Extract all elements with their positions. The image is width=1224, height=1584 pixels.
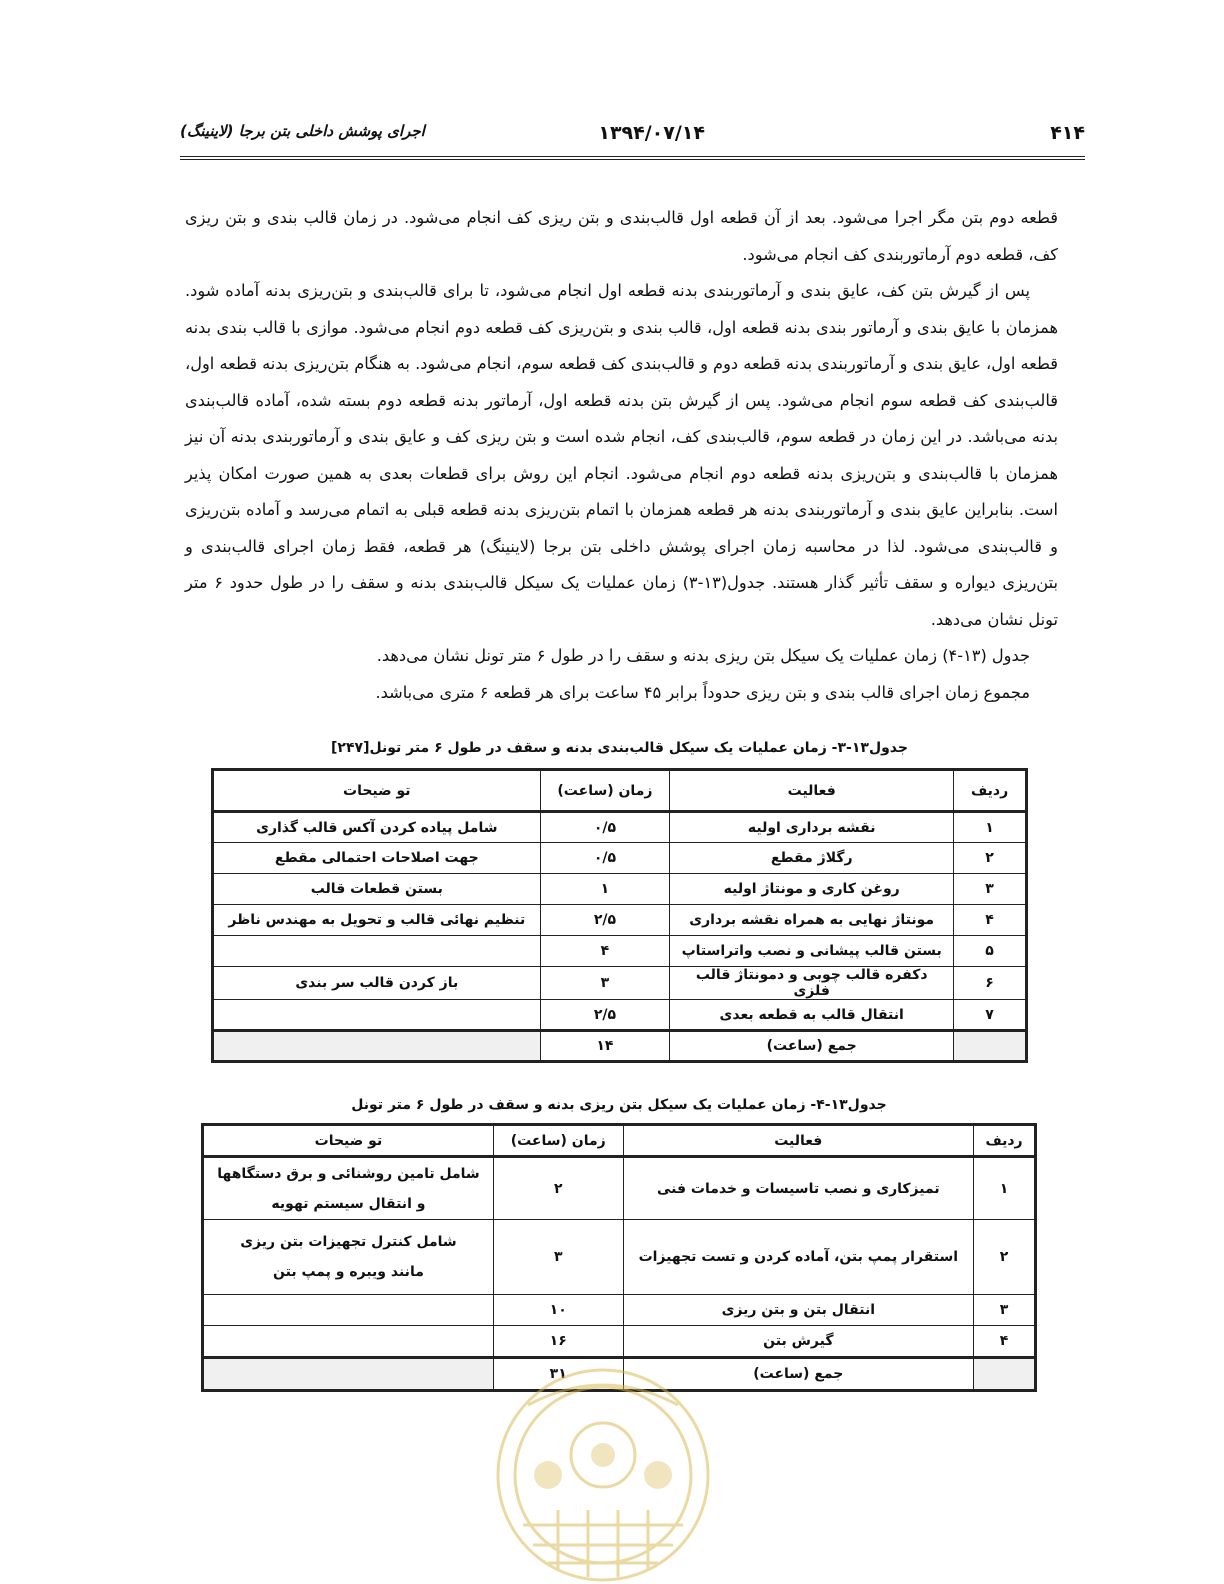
cell-notes xyxy=(203,1220,494,1295)
total-label: جمع (ساعت) xyxy=(623,1358,974,1391)
table-row xyxy=(203,1157,1036,1220)
cell-empty xyxy=(974,1358,1036,1391)
cell-notes xyxy=(213,936,541,967)
cell-time: ۲/۵ xyxy=(540,1000,670,1031)
cell-row: ۲ xyxy=(954,843,1027,874)
col-header-row: ردیف xyxy=(954,770,1027,812)
cell-activity: انتقال قالب به قطعه بعدی xyxy=(670,1000,954,1031)
col-header-notes: تو ضیحات xyxy=(203,1125,494,1157)
cell-activity: رگلاژ مقطع xyxy=(670,843,954,874)
cell-row: ۴ xyxy=(974,1326,1036,1358)
cell-activity: بستن قالب پیشانی و نصب واتراستاپ xyxy=(670,936,954,967)
notes-line-1: شامل کنترل تجهیزات بتن ریزی xyxy=(240,1234,457,1250)
cell-empty xyxy=(213,1031,541,1062)
cell-row: ۴ xyxy=(954,905,1027,936)
table-row xyxy=(213,1000,1027,1031)
cell-notes: جهت اصلاحات احتمالی مقطع xyxy=(213,843,541,874)
table2-caption: جدول۱۳-۴- زمان عملیات یک سیکل بتن ریزی بدنه و سقف در طول ۶ متر تونل xyxy=(351,1097,887,1113)
cell-activity: تمیزکاری و نصب تاسیسات و خدمات فنی xyxy=(623,1157,974,1220)
cell-notes: شامل پیاده کردن آکس قالب گذاری xyxy=(213,812,541,843)
cell-time: ۴ xyxy=(540,936,670,967)
table-row xyxy=(213,967,1027,1000)
cell-time: ۱۰ xyxy=(493,1295,623,1326)
table-row xyxy=(213,874,1027,905)
cell-time: ۲ xyxy=(493,1157,623,1220)
table-row xyxy=(213,843,1027,874)
cell-row: ۱ xyxy=(954,812,1027,843)
body-text xyxy=(185,200,1058,711)
cell-activity: انتقال بتن و بتن ریزی xyxy=(623,1295,974,1326)
cell-activity: نقشه برداری اولیه xyxy=(670,812,954,843)
cell-notes xyxy=(203,1157,494,1220)
table-row xyxy=(213,812,1027,843)
cell-time: ۱۶ xyxy=(493,1326,623,1358)
cell-row: ۲ xyxy=(974,1220,1036,1295)
table-row xyxy=(203,1220,1036,1295)
header-title: اجرای پوشش داخلی بتن برجا (لاینینگ) xyxy=(180,122,425,140)
table-row xyxy=(213,936,1027,967)
page-header xyxy=(180,112,1085,160)
col-header-time: زمان (ساعت) xyxy=(493,1125,623,1157)
cell-notes xyxy=(203,1326,494,1358)
cell-notes: باز کردن قالب سر بندی xyxy=(213,967,541,1000)
cell-activity: استقرار پمپ بتن، آماده کردن و تست تجهیزات xyxy=(623,1220,974,1295)
cell-row: ۱ xyxy=(974,1157,1036,1220)
table-total-row xyxy=(213,1031,1027,1062)
cell-time: ۳ xyxy=(540,967,670,1000)
total-label: جمع (ساعت) xyxy=(670,1031,954,1062)
paragraph-4: مجموع زمان اجرای قالب بندی و بتن ریزی حدوداً برابر ۴۵ ساعت برای هر قطعه ۶ متری می‌باشد. xyxy=(375,682,1030,702)
paragraph-2: پس از گیرش بتن کف، عایق بندی و آرماتوربندی بدنه قطعه اول انجام می‌شود، تا برای قالب‌بندی و بتن‌ریزی بدنه آماده شود. همزمان با عایق بندی و آرماتور بندی بدنه قطعه اول، قالب بندی و بتن‌ریزی کف قطعه دوم انجام می‌شود. موازی با قالب بندی بدنه قطعه اول، عایق بندی و آرماتوربندی بدنه قطعه دوم و قالب‌بندی کف قطعه سوم، انجام می‌شود. به هنگام بتن‌ریزی بدنه قطعه اول، قالب‌بندی کف قطعه سوم انجام می‌شود. پس از گیرش بتن بدنه قطعه اول، آرماتور بدنه قطعه دوم بسته شده، آماده قالب‌بندی بدنه می‌باشد. در این زمان در قطعه سوم، قالب‌بندی کف، انجام شده است و بتن ریزی کف و عایق بندی و آرماتوربندی بدنه آن نیز همزمان با قالب‌بندی و بتن‌ریزی بدنه قطعه دوم انجام می‌شود. انجام این روش برای قطعات بعدی به همین صورت امکان پذیر است. بنابراین عایق بندی و آرماتوربندی بدنه هر قطعه همزمان با اتمام بتن‌ریزی بدنه قطعه قبلی به اتمام می‌رسد و آماده بتن‌ریزی و قالب‌بندی می‌شود. لذا در محاسبه زمان اجرای پوشش داخلی بتن برجا (لاینینگ) هر قطعه، فقط زمان اجرای قالب‌بندی و بتن‌ریزی دیواره و سقف تأثیر گذار هستند. جدول(۱۳-۳) زمان عملیات یک سیکل قالب‌بندی بدنه و سقف را در طول حدود ۶ متر تونل نشان می‌دهد. xyxy=(185,281,1058,629)
col-header-activity: فعالیت xyxy=(623,1125,974,1157)
watermark-logo-icon xyxy=(488,1345,718,1584)
table-row xyxy=(203,1295,1036,1326)
cell-empty xyxy=(954,1031,1027,1062)
col-header-row: ردیف xyxy=(974,1125,1036,1157)
cell-time: ۰/۵ xyxy=(540,812,670,843)
cell-notes: تنظیم نهائی قالب و تحویل به مهندس ناظر xyxy=(213,905,541,936)
cell-activity: روغن کاری و مونتاژ اولیه xyxy=(670,874,954,905)
cell-time: ۲/۵ xyxy=(540,905,670,936)
cell-row: ۳ xyxy=(954,874,1027,905)
cell-activity: مونتاژ نهایی به همراه نقشه برداری xyxy=(670,905,954,936)
cell-row: ۷ xyxy=(954,1000,1027,1031)
cell-time: ۱ xyxy=(540,874,670,905)
col-header-activity: فعالیت xyxy=(670,770,954,812)
total-value: ۳۱ xyxy=(493,1358,623,1391)
cell-activity: دکفره قالب چوبی و دمونتاژ قالب فلزی xyxy=(670,967,954,1000)
cell-notes xyxy=(213,1000,541,1031)
col-header-time: زمان (ساعت) xyxy=(540,770,670,812)
notes-line-2: و انتقال سیستم تهویه xyxy=(271,1195,426,1212)
cell-row: ۳ xyxy=(974,1295,1036,1326)
cell-row: ۶ xyxy=(954,967,1027,1000)
paragraph-1: قطعه دوم بتن مگر اجرا می‌شود. بعد از آن قطعه اول قالب‌بندی و بتن ریزی کف انجام می‌شود. در زمان قالب بندی و بتن ریزی کف، قطعه دوم آرماتوربندی کف انجام می‌شود. xyxy=(185,208,1058,264)
paragraph-3: جدول (۱۳-۴) زمان عملیات یک سیکل بتن ریزی بدنه و سقف را در طول ۶ متر تونل نشان می‌دهد. xyxy=(376,646,1030,665)
page-number: ۴۱۴ xyxy=(1050,122,1085,144)
notes-line-2: مانند ویبره و پمپ بتن xyxy=(273,1264,424,1280)
table-formwork-cycle xyxy=(211,768,1028,1063)
cell-activity: گیرش بتن xyxy=(623,1326,974,1358)
cell-empty xyxy=(203,1358,494,1391)
table-header-row xyxy=(203,1125,1036,1157)
cell-notes xyxy=(203,1295,494,1326)
table-header-row xyxy=(213,770,1027,812)
col-header-notes: تو ضیحات xyxy=(213,770,541,812)
cell-time: ۳ xyxy=(493,1220,623,1295)
total-value: ۱۴ xyxy=(540,1031,670,1062)
cell-row: ۵ xyxy=(954,936,1027,967)
table1-caption: جدول۱۳-۳- زمان عملیات یک سیکل قالب‌بندی بدنه و سقف در طول ۶ متر تونل[۲۴۷] xyxy=(331,740,908,756)
notes-line-1: شامل تامین روشنائی و برق دستگاهها xyxy=(217,1165,480,1182)
cell-notes: بستن قطعات قالب xyxy=(213,874,541,905)
header-date: ۱۳۹۴/۰۷/۱۴ xyxy=(598,122,705,144)
cell-time: ۰/۵ xyxy=(540,843,670,874)
table-row xyxy=(213,905,1027,936)
